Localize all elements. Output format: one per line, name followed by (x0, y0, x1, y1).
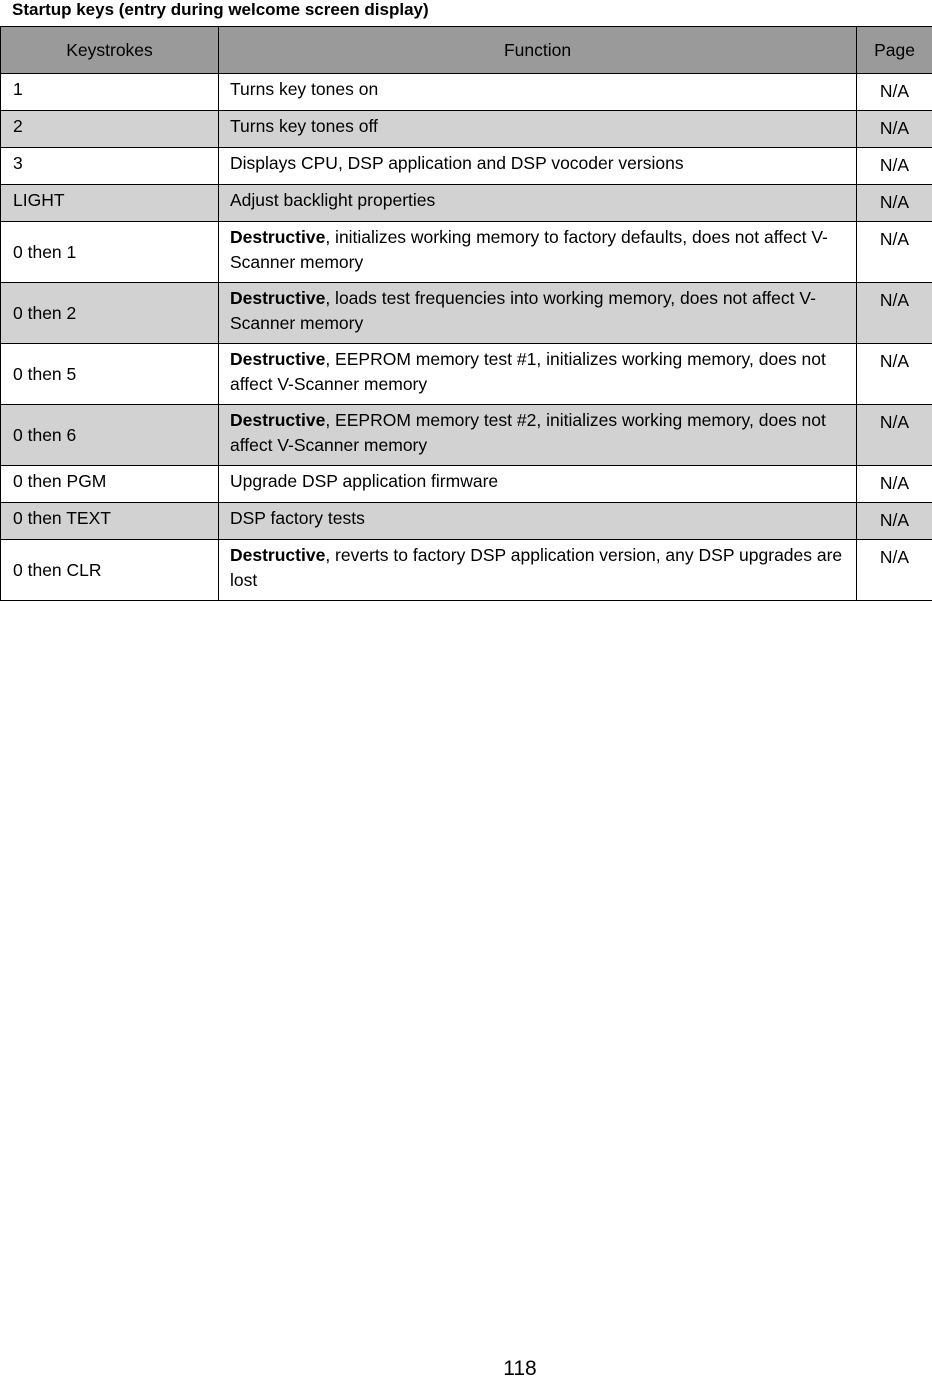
table-row (1, 185, 932, 222)
keystroke-text: 2 (1, 111, 218, 139)
table-row (1, 222, 932, 283)
keystroke-cell (1, 466, 219, 503)
keystroke-text: 0 then 5 (1, 362, 218, 387)
function-cell (219, 466, 857, 503)
function-text (219, 74, 856, 102)
keystroke-text: 0 then PGM (1, 466, 218, 494)
keystroke-cell (1, 405, 219, 466)
destructive-label: Destructive (230, 545, 325, 565)
startup-keys-table (0, 26, 932, 601)
keystroke-text: 0 then 2 (1, 301, 218, 326)
table-row (1, 503, 932, 540)
page-reference: N/A (857, 185, 932, 215)
table-row (1, 344, 932, 405)
page-reference: N/A (857, 148, 932, 178)
keystroke-cell (1, 540, 219, 601)
keystroke-text: 0 then 1 (1, 240, 218, 265)
destructive-label: Destructive (230, 227, 325, 247)
page-cell (857, 185, 932, 222)
page-reference: N/A (857, 344, 932, 374)
function-cell (219, 148, 857, 185)
keystroke-text: 0 then 6 (1, 423, 218, 448)
keystroke-text: 1 (1, 74, 218, 102)
page-reference: N/A (857, 111, 932, 141)
keystroke-cell (1, 222, 219, 283)
function-description: Displays CPU, DSP application and DSP vocoder versions (230, 153, 684, 173)
function-description: Adjust backlight properties (230, 190, 435, 210)
page-cell (857, 283, 932, 344)
keystroke-text: LIGHT (1, 185, 218, 213)
page-cell (857, 222, 932, 283)
function-description: , reverts to factory DSP application version, any DSP upgrades are lost (230, 545, 842, 590)
function-text (219, 466, 856, 494)
keystroke-cell (1, 503, 219, 540)
function-description: , loads test frequencies into working memory, does not affect V-Scanner memory (230, 288, 816, 333)
function-text (219, 503, 856, 531)
function-description: , initializes working memory to factory defaults, does not affect V-Scanner memory (230, 227, 828, 272)
page-cell (857, 111, 932, 148)
page-cell (857, 503, 932, 540)
table-row (1, 466, 932, 503)
function-cell (219, 185, 857, 222)
keystroke-text: 3 (1, 148, 218, 176)
function-text (219, 148, 856, 176)
keystroke-cell (1, 283, 219, 344)
page-reference: N/A (857, 222, 932, 252)
keystroke-text: 0 then CLR (1, 558, 218, 583)
function-text (219, 540, 856, 593)
function-cell (219, 503, 857, 540)
function-cell (219, 540, 857, 601)
keystroke-cell (1, 111, 219, 148)
page-cell (857, 148, 932, 185)
table-body (1, 74, 932, 601)
header-keystrokes: Keystrokes (1, 27, 219, 74)
table-row (1, 148, 932, 185)
keystroke-cell (1, 148, 219, 185)
table-row (1, 405, 932, 466)
page-cell (857, 466, 932, 503)
function-text (219, 185, 856, 213)
function-cell (219, 74, 857, 111)
page-reference: N/A (857, 283, 932, 313)
function-cell (219, 405, 857, 466)
destructive-label: Destructive (230, 349, 325, 369)
page-cell (857, 74, 932, 111)
table-row (1, 74, 932, 111)
header-function: Function (219, 27, 857, 74)
page-reference: N/A (857, 405, 932, 435)
function-cell (219, 344, 857, 405)
page-reference: N/A (857, 540, 932, 570)
function-text (219, 222, 856, 275)
keystroke-cell (1, 344, 219, 405)
keystroke-cell (1, 74, 219, 111)
page-reference: N/A (857, 466, 932, 496)
page-cell (857, 405, 932, 466)
function-description: , EEPROM memory test #2, initializes working memory, does not affect V-Scanner memory (230, 410, 826, 455)
function-cell (219, 283, 857, 344)
page-cell (857, 540, 932, 601)
table-row (1, 283, 932, 344)
page-reference: N/A (857, 74, 932, 104)
function-text (219, 283, 856, 336)
function-description: , EEPROM memory test #1, initializes working memory, does not affect V-Scanner memory (230, 349, 826, 394)
keystroke-cell (1, 185, 219, 222)
function-description: Upgrade DSP application firmware (230, 471, 498, 491)
table-header-row (1, 27, 932, 74)
function-text (219, 344, 856, 397)
table-row (1, 111, 932, 148)
function-cell (219, 222, 857, 283)
section-title: Startup keys (entry during welcome screen display) (12, 0, 429, 20)
function-text (219, 111, 856, 139)
function-description: DSP factory tests (230, 508, 365, 528)
function-description: Turns key tones on (230, 79, 378, 99)
page-number: 118 (0, 1357, 932, 1381)
function-cell (219, 111, 857, 148)
page-reference: N/A (857, 503, 932, 533)
function-text (219, 405, 856, 458)
table-row (1, 540, 932, 601)
destructive-label: Destructive (230, 288, 325, 308)
page-cell (857, 344, 932, 405)
function-description: Turns key tones off (230, 116, 378, 136)
destructive-label: Destructive (230, 410, 325, 430)
keystroke-text: 0 then TEXT (1, 503, 218, 531)
header-page: Page (857, 27, 932, 74)
